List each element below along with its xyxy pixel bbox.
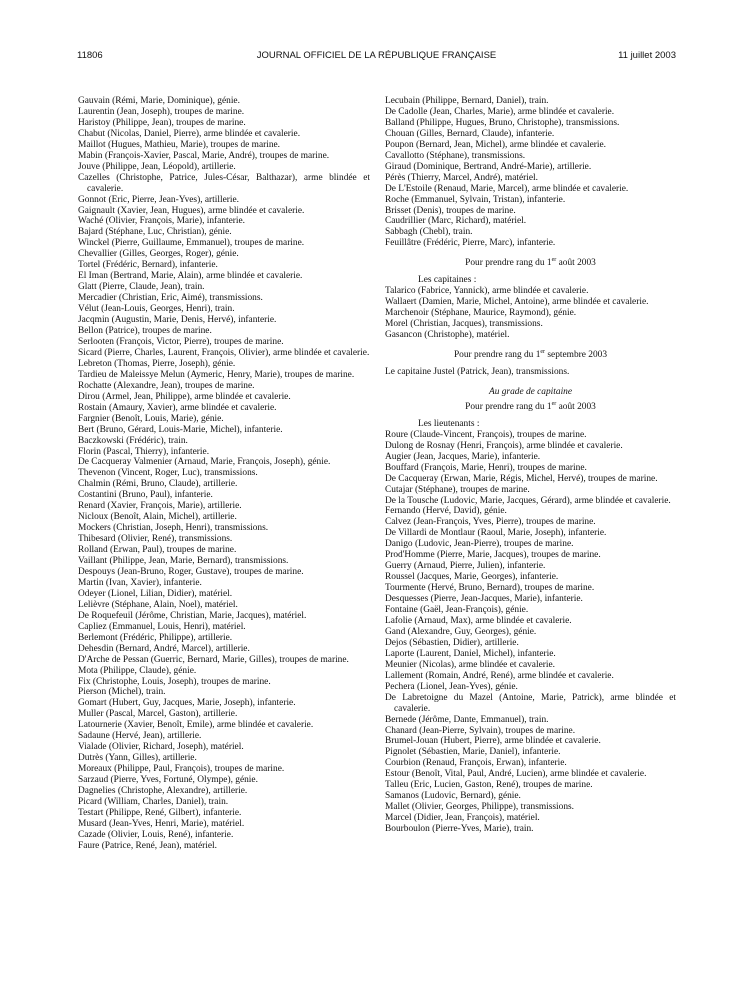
officer-entry: Testart (Philippe, René, Gilbert), infanterie. xyxy=(78,807,242,818)
officer-entry: Picard (William, Charles, Daniel), train. xyxy=(78,797,229,807)
officer-entry: Samanos (Ludovic, Bernard), génie. xyxy=(385,791,521,802)
officer-entry: El Iman (Bertrand, Marie, Alain), arme blindée et cavalerie. xyxy=(78,271,303,282)
officer-entry: De Villardi de Montlaur (Raoul, Marie, Joseph), infanterie. xyxy=(385,528,607,539)
officer-entry: Pérès (Thierry, Marcel, André), matériel. xyxy=(385,172,538,183)
officer-entry: Costantini (Bruno, Paul), infanterie. xyxy=(78,490,213,501)
officer-entry: Thibesard (Olivier, René), transmissions. xyxy=(78,534,233,545)
officer-entry: Lelièvre (Stéphane, Alain, Noel), matériel. xyxy=(78,599,238,610)
officer-entry: Dejos (Sébastien, Didier), artillerie. xyxy=(385,637,519,648)
rang-prefix: Pour prendre rang du 1 xyxy=(465,258,552,269)
officer-entry: Bernede (Jérôme, Dante, Emmanuel), train. xyxy=(385,714,549,725)
officer-entry: De Cadolle (Jean, Charles, Marie), arme blindée et cavalerie. xyxy=(385,106,615,117)
officer-entry: Mota (Philippe, Claude), génie. xyxy=(78,665,197,676)
officer-entry: Lafolie (Arnaud, Max), arme blindée et cavalerie. xyxy=(385,615,572,626)
grade-heading: Au grade de capitaine xyxy=(488,386,573,397)
officer-entry: Berlemont (Frédéric, Philippe), artillerie. xyxy=(78,632,233,643)
officer-entry: Haristoy (Philippe, Jean), troupes de marine. xyxy=(78,117,246,128)
officer-entry: Tardieu de Maleissye Melun (Aymeric, Henry, Marie), troupes de marine. xyxy=(78,369,355,380)
rang-suffix: septembre 2003 xyxy=(545,350,608,361)
officer-entry: Bourboulon (Pierre-Yves, Marie), train. xyxy=(385,824,534,835)
officer-entry: Estour (Benoît, Vital, Paul, André, Lucien), arme blindée et cavalerie. xyxy=(385,769,647,780)
officer-entry: Rochatte (Alexandre, Jean), troupes de marine. xyxy=(78,380,255,391)
officer-entry: Mockers (Christian, Joseph, Henri), transmissions. xyxy=(78,523,269,534)
officer-entry: Tourmente (Hervé, Bruno, Bernard), troupes de marine. xyxy=(385,583,595,594)
officer-entry: Cazelles (Christophe, Patrice, Jules-César, Balthazar), arme blindée et cavalerie. xyxy=(78,172,370,194)
officer-entry: Desquesses (Pierre, Jean-Jacques, Marie), infanterie. xyxy=(385,594,583,605)
officer-entry: Bouffard (François, Marie, Henri), troupes de marine. xyxy=(385,462,587,473)
officer-entry: Pignolet (Sébastien, Marie, Daniel), infanterie. xyxy=(385,747,561,758)
officer-entry: Dutrès (Yann, Gilles), artillerie. xyxy=(78,753,197,764)
officer-entry: Chevallier (Gilles, Georges, Roger), génie. xyxy=(78,249,239,260)
officer-entry: Roche (Emmanuel, Sylvain, Tristan), infanterie. xyxy=(385,194,566,205)
officer-entry: Tortel (Frédéric, Bernard), infanterie. xyxy=(78,260,218,271)
officer-entry: Baczkowski (Frédéric), train. xyxy=(78,435,188,446)
rang-suffix: août 2003 xyxy=(556,258,596,269)
capitaine-justel-entry: Le capitaine Justel (Patrick, Jean), transmissions. xyxy=(385,366,570,377)
officer-entry: Brisset (Denis), troupes de marine. xyxy=(385,205,516,216)
officer-entry: Dirou (Armel, Jean, Philippe), arme blindée et cavalerie. xyxy=(78,391,291,402)
officer-entry: Marcel (Didier, Jean, François), matériel. xyxy=(385,813,540,824)
officer-entry: Martin (Ivan, Xavier), infanterie. xyxy=(78,577,202,588)
officer-entry: Gauvain (Rémi, Marie, Dominique), génie. xyxy=(78,96,240,106)
officer-entry: Roure (Claude-Vincent, François), troupes de marine. xyxy=(385,429,587,440)
rang-heading-aout-2 xyxy=(385,402,676,413)
officer-entry: Lecubain (Philippe, Bernard, Daniel), train. xyxy=(385,96,549,106)
officer-entry: Jacqmin (Augustin, Marie, Denis, Hervé), infanterie. xyxy=(78,315,277,326)
officer-entry: Danigo (Ludovic, Jean-Pierre), troupes de marine. xyxy=(385,539,574,550)
officer-entry: De la Tousche (Ludovic, Marie, Jacques, Gérard), arme blindée et cavalerie. xyxy=(385,495,671,506)
officer-entry: Giraud (Dominique, Bertrand, André-Marie), artillerie. xyxy=(385,161,592,172)
officer-entry: Mallet (Olivier, Georges, Philippe), transmissions. xyxy=(385,802,575,813)
officer-entry: Lebreton (Thomas, Pierre, Joseph), génie. xyxy=(78,358,236,369)
officer-entry: Wallaert (Damien, Marie, Michel, Antoine), arme blindée et cavalerie. xyxy=(385,297,649,308)
officer-entry: Poupon (Bernard, Jean, Michel), arme blindée et cavalerie. xyxy=(385,139,607,150)
officer-entry: Florin (Pascal, Thierry), infanterie. xyxy=(78,446,210,457)
officer-entry: Cutajar (Stéphane), troupes de marine. xyxy=(385,484,530,495)
officer-entry: Dulong de Rosnay (Henri, François), arme blindée et cavalerie. xyxy=(385,440,623,451)
officer-entry: Bajard (Stéphane, Luc, Christian), génie. xyxy=(78,227,232,238)
officer-entry: Laurentin (Jean, Joseph), troupes de marine. xyxy=(78,106,245,117)
officer-entry: Sabbagh (Chebl), train. xyxy=(385,227,473,238)
officer-entry: Serlooten (François, Victor, Pierre), troupes de marine. xyxy=(78,336,284,347)
officer-entry: Marchenoir (Stéphane, Maurice, Raymond), génie. xyxy=(385,308,577,319)
officer-entry: Guerry (Arnaud, Pierre, Julien), infanterie. xyxy=(385,561,546,572)
officer-entry: Renard (Xavier, François, Marie), artillerie. xyxy=(78,501,242,512)
officer-entry: Mabin (François-Xavier, Pascal, Marie, André), troupes de marine. xyxy=(78,150,330,161)
officer-entry: Nicloux (Benoît, Alain, Michel), artillerie. xyxy=(78,512,237,523)
officer-entry: Morel (Christian, Jacques), transmissions. xyxy=(385,319,543,330)
officer-entry: Capliez (Emmanuel, Louis, Henri), matériel. xyxy=(78,621,246,632)
officer-entry: De L'Estoile (Renaud, Marie, Marcel), arme blindée et cavalerie. xyxy=(385,183,629,194)
publication-date: 11 juillet 2003 xyxy=(618,50,676,61)
officer-entry: De Cacqueray (Erwan, Marie, Régis, Michel, Hervé), troupes de marine. xyxy=(385,473,658,484)
officer-entry: Gand (Alexandre, Guy, Georges), génie. xyxy=(385,626,537,637)
lieutenants-label: Les lieutenants : xyxy=(418,418,480,429)
officer-entry: Faure (Patrice, René, Jean), matériel. xyxy=(78,840,217,851)
officer-entry: Augier (Jean, Jacques, Marie), infanterie. xyxy=(385,451,541,462)
officer-entry: Muller (Pascal, Marcel, Gaston), artillerie. xyxy=(78,709,238,720)
officer-entry: Dagnelies (Christophe, Alexandre), artillerie. xyxy=(78,786,248,797)
officer-entry: Roussel (Jacques, Marie, Georges), infanterie. xyxy=(385,572,559,583)
officer-entry: Chouan (Gilles, Bernard, Claude), infanterie. xyxy=(385,128,555,139)
officer-entry: Laporte (Laurent, Daniel, Michel), infanterie. xyxy=(385,648,556,659)
capitaines-label: Les capitaines : xyxy=(418,275,477,286)
officer-entry: Maillot (Hugues, Mathieu, Marie), troupes de marine. xyxy=(78,139,281,150)
officer-entry: Gasancon (Christophe), matériel. xyxy=(385,330,510,341)
officer-entry: De Labretoigne du Mazel (Antoine, Marie, Patrick), arme blindée et cavalerie. xyxy=(385,692,676,714)
officer-entry: Feuillâtre (Frédéric, Pierre, Marc), infanterie. xyxy=(385,238,556,249)
officer-entry: Dehesdin (Bernard, André, Marcel), artillerie. xyxy=(78,643,250,654)
officer-entry: Rolland (Erwan, Paul), troupes de marine. xyxy=(78,545,237,556)
rang-suffix: août 2003 xyxy=(556,401,596,412)
left-column xyxy=(78,96,370,852)
officer-entry: Cazade (Olivier, Louis, René), infanterie. xyxy=(78,829,234,840)
officer-entry: Pechera (Lionel, Jean-Yves), génie. xyxy=(385,681,518,692)
officer-entry: Mercadier (Christian, Eric, Aimé), transmissions. xyxy=(78,293,263,304)
officer-entry: Meunier (Nicolas), arme blindée et cavalerie. xyxy=(385,659,555,670)
officer-entry: Jouve (Philippe, Jean, Léopold), artillerie. xyxy=(78,161,236,172)
journal-title: JOURNAL OFFICIEL DE LA RÉPUBLIQUE FRANÇAISE xyxy=(256,50,497,61)
officer-entry: Cavallotto (Stéphane), transmissions. xyxy=(385,150,526,161)
officer-entry: Gaignault (Xavier, Jean, Hugues), arme blindée et cavalerie. xyxy=(78,205,305,216)
officer-entry: Caudrillier (Marc, Richard), matériel. xyxy=(385,216,527,227)
rang-heading-aout xyxy=(385,258,676,269)
officer-entry: Chalmin (Rémi, Bruno, Claude), artillerie. xyxy=(78,479,238,490)
officer-entry: De Roquefeuil (Jérôme, Christian, Marie, Jacques), matériel. xyxy=(78,610,307,621)
officer-entry: Waché (Olivier, François, Marie), infanterie. xyxy=(78,216,246,227)
officer-entry: Courbion (Renaud, François, Erwan), infanterie. xyxy=(385,758,567,769)
officer-entry: Talleu (Eric, Lucien, Gaston, René), troupes de marine. xyxy=(385,780,593,791)
officer-entry: Odeyer (Lionel, Lilian, Didier), matériel. xyxy=(78,588,233,599)
officer-entry: Vélut (Jean-Louis, Georges, Henri), train. xyxy=(78,304,235,315)
officer-entry: Latournerie (Xavier, Benoît, Emile), arme blindée et cavalerie. xyxy=(78,720,314,731)
officer-entry: D'Arche de Pessan (Guerric, Bernard, Marie, Gilles), troupes de marine. xyxy=(78,654,349,665)
right-column xyxy=(385,96,676,835)
officer-entry: Glatt (Pierre, Claude, Jean), train. xyxy=(78,282,205,293)
officer-entry: Sarzaud (Pierre, Yves, Fortuné, Olympe), génie. xyxy=(78,775,258,786)
officer-entry: Lallement (Romain, André, René), arme blindée et cavalerie. xyxy=(385,670,614,681)
officer-entry: Fix (Christophe, Louis, Joseph), troupes de marine. xyxy=(78,676,271,687)
officer-entry: Thevenon (Vincent, Roger, Luc), transmissions. xyxy=(78,468,258,479)
officer-entry: Fernando (Hervé, David), génie. xyxy=(385,506,507,517)
officer-entry: Bellon (Patrice), troupes de marine. xyxy=(78,326,212,337)
officer-entry: Moreaux (Philippe, Paul, François), troupes de marine. xyxy=(78,764,285,775)
rang-sup: er xyxy=(540,348,546,355)
officer-entry: Vaillant (Philippe, Jean, Marie, Bernard), transmissions. xyxy=(78,556,289,567)
officer-entry: Balland (Philippe, Hugues, Bruno, Christophe), transmissions. xyxy=(385,117,620,128)
rang-heading-septembre xyxy=(385,350,676,361)
officer-entry: Prod'Homme (Pierre, Marie, Jacques), troupes de marine. xyxy=(385,550,601,561)
officer-list-block-1 xyxy=(385,96,676,249)
officer-entry: Winckel (Pierre, Guillaume, Emmanuel), troupes de marine. xyxy=(78,238,305,249)
officer-entry: Calvez (Jean-François, Yves, Pierre), troupes de marine. xyxy=(385,517,596,528)
rang-prefix: Pour prendre rang du 1 xyxy=(465,401,552,412)
officer-entry: Vialade (Olivier, Richard, Joseph), matériel. xyxy=(78,742,244,753)
officer-entry: Despouys (Jean-Bruno, Roger, Gustave), troupes de marine. xyxy=(78,566,304,577)
officer-entry: Musard (Jean-Yves, Henri, Marie), matériel. xyxy=(78,818,245,829)
officer-entry: De Cacqueray Valmenier (Arnaud, Marie, François, Joseph), génie. xyxy=(78,457,331,468)
officer-entry: Fontaine (Gaël, Jean-François), génie. xyxy=(385,605,529,616)
rang-sup: er xyxy=(551,257,557,264)
rang-prefix: Pour prendre rang du 1 xyxy=(453,350,541,361)
officer-entry: Gonnot (Eric, Pierre, Jean-Yves), artillerie. xyxy=(78,194,239,205)
officer-entry: Pierson (Michel), train. xyxy=(78,687,166,698)
officer-list-block-3 xyxy=(385,430,676,835)
rang-sup: er xyxy=(551,400,557,407)
officer-entry: Bert (Bruno, Gérard, Louis-Marie, Michel), infanterie. xyxy=(78,424,283,435)
officer-entry: Rostain (Amaury, Xavier), arme blindée et cavalerie. xyxy=(78,402,277,413)
officer-entry: Brumel-Jouan (Hubert, Pierre), arme blindée et cavalerie. xyxy=(385,736,601,747)
page-header xyxy=(77,50,676,64)
officer-entry: Talarico (Fabrice, Yannick), arme blindée et cavalerie. xyxy=(385,286,589,297)
officer-entry: Fargnier (Benoît, Louis, Marie), génie. xyxy=(78,413,224,424)
page-number: 11806 xyxy=(77,50,103,61)
officer-list-block-2 xyxy=(385,286,676,341)
officer-entry: Chabut (Nicolas, Daniel, Pierre), arme blindée et cavalerie. xyxy=(78,128,301,139)
officer-entry: Gomart (Hubert, Guy, Jacques, Marie, Joseph), infanterie. xyxy=(78,698,296,709)
officer-entry: Sicard (Pierre, Charles, Laurent, François, Olivier), arme blindée et cavalerie. xyxy=(78,347,370,358)
officer-entry: Chanard (Jean-Pierre, Sylvain), troupes de marine. xyxy=(385,725,576,736)
officer-entry: Sadaune (Hervé, Jean), artillerie. xyxy=(78,731,202,742)
